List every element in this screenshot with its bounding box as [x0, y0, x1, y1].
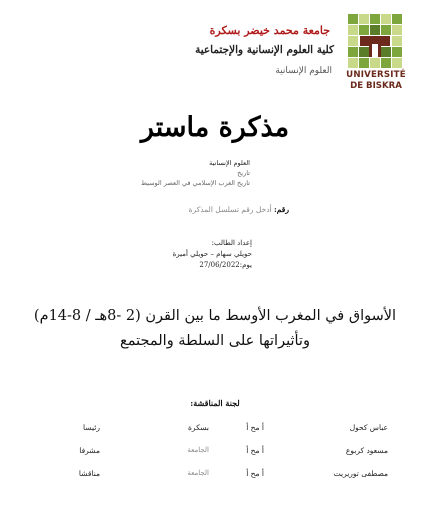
reference-number — [189, 205, 289, 214]
jury-member-rank: أ مح أ — [246, 446, 264, 455]
jury-member-institution: بسكرة — [188, 423, 209, 432]
jury-member-institution: الجامعة — [187, 446, 209, 454]
jury-member-role: مناقشا — [78, 469, 100, 478]
department-name: العلوم الإنسانية — [275, 66, 332, 76]
jury-member-rank: أ مح أ — [246, 423, 264, 432]
student-names: حويلي سهام – حويلي أميرة — [172, 250, 252, 258]
faculty-name: كلية العلوم الإنسانية والإجتماعية — [195, 44, 334, 56]
jury-title: لجنة المناقشة: — [190, 398, 240, 408]
reference-placeholder: أدخل رقم تسلسل المذكرة — [188, 205, 272, 214]
jury-member-institution: الجامعة — [187, 469, 209, 477]
prepared-by-label: إعداد الطالب: — [211, 239, 252, 247]
jury-row — [0, 469, 430, 483]
reference-label: رقم: — [274, 205, 289, 214]
academic-domain — [141, 158, 250, 188]
jury-member-role: مشرفا — [79, 446, 100, 455]
branch-label: تاريخ — [237, 169, 250, 177]
specialty-label: تاريخ الغرب الإسلامي في العصر الوسيط — [140, 179, 250, 187]
university-logo — [344, 14, 406, 102]
jury-member-name: مسعود كربوع — [345, 446, 388, 455]
page-title: مذكرة ماستر — [140, 112, 290, 143]
jury-member-role: رئيسا — [83, 423, 100, 432]
jury-row — [0, 446, 430, 460]
thesis-title — [0, 304, 430, 354]
logo-line-1: UNIVERSITÉ — [346, 70, 406, 80]
thesis-title-line-1: الأسواق في المغرب الأوسط ما بين القرن (2 -8هـ / 8-14م) — [33, 308, 397, 324]
logo-line-2: DE BISKRA — [350, 81, 402, 91]
logo-wordmark — [344, 70, 408, 92]
thesis-title-line-2: وتأثيراتها على السلطة والمجتمع — [120, 333, 310, 349]
jury-member-name: مصطفى توريريت — [333, 469, 388, 478]
field-label: العلوم الإنسانية — [209, 159, 250, 167]
prepared-by-block — [173, 238, 252, 271]
jury-row — [0, 423, 430, 437]
logo-grid-icon — [348, 14, 402, 68]
jury-member-rank: أ مح أ — [246, 469, 264, 478]
defense-date: يوم:27/06/2022 — [199, 261, 252, 269]
university-name: جامعة محمد خيضر بسكرة — [209, 24, 330, 37]
jury-member-name: عباس كحول — [349, 423, 388, 432]
